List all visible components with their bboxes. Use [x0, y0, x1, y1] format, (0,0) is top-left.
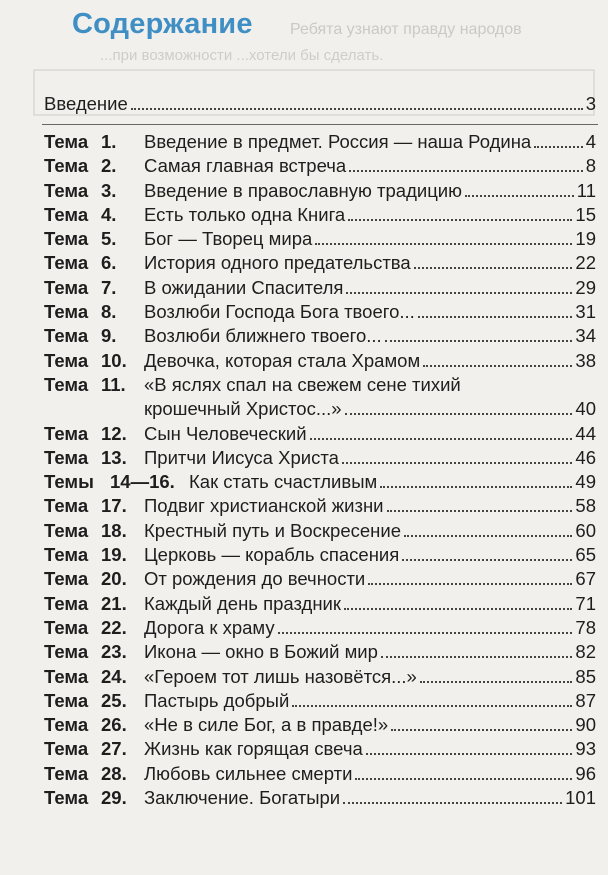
toc-row[interactable] — [44, 737, 596, 761]
topic-word: Тема — [44, 714, 89, 736]
dot-leader — [292, 705, 572, 707]
toc-row[interactable] — [44, 300, 596, 324]
dot-leader — [348, 219, 572, 221]
dot-leader — [418, 316, 573, 318]
toc-row[interactable] — [44, 616, 596, 640]
topic-title: Пастырь добрый — [144, 689, 290, 711]
page-number: 31 — [575, 301, 596, 323]
topic-title: Каждый день праздник — [144, 592, 341, 614]
topic-label — [44, 519, 144, 543]
dot-leader — [315, 243, 572, 245]
dot-leader — [420, 681, 573, 683]
topic-title: Икона — окно в Божий мир — [144, 641, 378, 663]
topic-title: Жизнь как горящая свеча — [144, 738, 363, 760]
topic-label — [44, 446, 144, 470]
topic-word: Тема — [44, 519, 89, 541]
dot-leader — [131, 108, 583, 110]
topic-label — [44, 592, 144, 616]
topic-title: Сын Человеческий — [144, 422, 307, 444]
topic-label — [44, 324, 144, 348]
topic-label — [44, 713, 144, 737]
topic-word: Тема — [44, 373, 89, 395]
toc-row[interactable] — [44, 446, 596, 470]
topic-word: Тема — [44, 349, 89, 371]
toc-row[interactable] — [44, 470, 596, 494]
page-number: 38 — [575, 349, 596, 371]
topic-title: «В яслях спал на свежем сене тихий — [144, 373, 461, 395]
page-title: Содержание — [72, 8, 253, 40]
topic-word: Тема — [44, 446, 89, 468]
toc-row[interactable] — [44, 567, 596, 591]
page-number: 44 — [575, 422, 596, 444]
topic-label — [44, 567, 144, 591]
toc-row[interactable] — [44, 689, 596, 713]
topic-word: Тема — [44, 689, 89, 711]
bleed-through-text: ...при возможности ...хотели бы сделать. — [100, 47, 384, 64]
topic-title: «Не в силе Бог, а в правде!» — [144, 714, 389, 736]
topic-title: Заключение. Богатыри — [144, 787, 341, 809]
topic-title: Есть только одна Книга — [144, 203, 346, 225]
toc-row[interactable] — [44, 203, 596, 227]
page-number: 11 — [576, 179, 596, 201]
page-number: 96 — [575, 762, 596, 784]
topic-word: Тема — [44, 179, 89, 201]
toc-row[interactable] — [44, 786, 596, 810]
dot-leader — [381, 656, 573, 658]
dot-leader — [391, 729, 572, 731]
topic-word: Тема — [44, 568, 89, 590]
topic-label — [44, 543, 144, 567]
topic-label — [44, 300, 144, 324]
dot-leader — [349, 170, 583, 172]
dot-leader — [346, 292, 572, 294]
topic-word: Тема — [44, 592, 89, 614]
page-number: 19 — [575, 228, 596, 250]
topic-title: Возлюби Господа Бога твоего... — [144, 301, 415, 323]
topic-word: Тема — [44, 228, 89, 250]
page-number: 15 — [575, 203, 596, 225]
topic-label — [44, 494, 144, 518]
topic-title: От рождения до вечности — [144, 568, 366, 590]
toc-row[interactable] — [44, 349, 596, 373]
topic-label — [44, 130, 144, 154]
page-number: 3 — [585, 93, 596, 114]
topic-word: Тема — [44, 762, 89, 784]
toc-intro-row[interactable] — [44, 93, 596, 119]
topic-word: Темы — [44, 471, 94, 493]
page-number: 40 — [575, 397, 596, 419]
topic-label — [44, 349, 144, 373]
dot-leader — [355, 778, 572, 780]
topic-word: Тема — [44, 641, 89, 663]
topic-word: Тема — [44, 616, 89, 638]
toc-row[interactable] — [44, 665, 596, 689]
topic-number: 1. — [101, 131, 117, 152]
topic-title: Притчи Иисуса Христа — [144, 446, 339, 468]
topic-number: 7. — [101, 276, 117, 298]
topic-word: Тема — [44, 155, 89, 177]
topic-title: Бог — Творец мира — [144, 228, 313, 250]
toc-row[interactable] — [44, 324, 596, 348]
topic-number: 23. — [101, 641, 127, 663]
topic-label — [44, 251, 144, 275]
bleed-through-text: Ребята узнают правду народов — [290, 21, 522, 38]
topic-number: 20. — [101, 568, 127, 590]
topic-label — [44, 737, 144, 761]
toc-row[interactable] — [44, 494, 596, 518]
dot-leader — [402, 559, 572, 561]
topic-label — [44, 665, 144, 689]
toc-row[interactable] — [44, 130, 596, 154]
topic-number: 12. — [101, 422, 127, 444]
page-number: 22 — [575, 252, 596, 274]
topic-word: Тема — [44, 203, 89, 225]
topic-number: 26. — [101, 714, 127, 736]
topic-number: 3. — [101, 179, 117, 201]
topic-number: 28. — [101, 762, 127, 784]
page-number: 4 — [585, 131, 596, 152]
page-number: 65 — [575, 544, 596, 566]
toc-row[interactable] — [44, 422, 596, 446]
page-number: 8 — [585, 155, 596, 177]
page-number: 46 — [575, 446, 596, 468]
topic-title: Самая главная встреча — [144, 155, 347, 177]
topic-label — [44, 616, 144, 640]
topic-title: Крестный путь и Воскресение — [144, 519, 401, 541]
topic-word: Тема — [44, 544, 89, 566]
topic-title: «Героем тот лишь назовётся...» — [144, 665, 417, 687]
topic-number: 25. — [101, 689, 127, 711]
topic-word: Тема — [44, 131, 89, 152]
toc-row[interactable] — [44, 251, 596, 275]
toc-row[interactable] — [44, 543, 596, 567]
topic-number: 9. — [101, 325, 117, 347]
topic-title: Церковь — корабль спасения — [144, 544, 400, 566]
topic-title: Любовь сильнее смерти — [144, 762, 353, 784]
page-number: 93 — [575, 738, 596, 760]
topic-label — [44, 640, 144, 664]
topic-number: 6. — [101, 252, 117, 274]
toc-row[interactable] — [44, 276, 596, 300]
topic-label — [44, 276, 144, 300]
intro-label: Введение — [44, 93, 128, 114]
toc-row[interactable] — [44, 227, 596, 251]
topic-title: Как стать счастливым — [189, 471, 378, 493]
toc-row[interactable] — [44, 179, 596, 203]
dot-leader — [366, 753, 573, 755]
topic-word: Тема — [44, 495, 89, 517]
topic-number: 19. — [101, 544, 127, 566]
dot-leader — [344, 608, 572, 610]
topic-word: Тема — [44, 325, 89, 347]
topic-label — [44, 179, 144, 203]
topic-word: Тема — [44, 665, 89, 687]
page-number: 49 — [575, 471, 596, 493]
dot-leader — [423, 365, 572, 367]
dot-leader — [310, 438, 573, 440]
topic-number: 4. — [101, 203, 117, 225]
topic-number: 22. — [101, 616, 127, 638]
toc-row[interactable] — [44, 713, 596, 737]
dot-leader — [387, 510, 573, 512]
topic-title: История одного предательства — [144, 252, 411, 274]
toc-row[interactable] — [44, 640, 596, 664]
page-number: 58 — [575, 495, 596, 517]
topic-word: Тема — [44, 422, 89, 444]
topic-title: Девочка, которая стала Храмом — [144, 349, 421, 371]
page-number: 85 — [575, 665, 596, 687]
topic-number: 17. — [101, 495, 127, 517]
topic-number: 24. — [101, 665, 127, 687]
topic-title: Подвиг христианской жизни — [144, 495, 384, 517]
topic-title: Введение в предмет. Россия — наша Родина — [144, 131, 532, 152]
page-number: 71 — [575, 592, 596, 614]
dot-leader — [345, 413, 573, 415]
topic-number: 8. — [101, 301, 117, 323]
topic-label — [44, 154, 144, 178]
toc-row[interactable] — [44, 592, 596, 616]
page-number: 29 — [575, 276, 596, 298]
dot-leader — [343, 802, 562, 804]
topic-label — [44, 203, 144, 227]
toc-row[interactable] — [44, 373, 596, 422]
page-number: 78 — [575, 616, 596, 638]
topic-label — [44, 373, 144, 397]
dot-leader — [342, 462, 573, 464]
topic-number: 18. — [101, 519, 127, 541]
toc-row[interactable] — [44, 762, 596, 786]
topic-title-line2: крошечный Христос...» — [144, 397, 342, 419]
topic-number: 29. — [101, 787, 127, 809]
topic-number: 27. — [101, 738, 127, 760]
dot-leader — [404, 535, 572, 537]
topic-word: Тема — [44, 276, 89, 298]
topic-title: В ожидании Спасителя — [144, 276, 344, 298]
topic-label — [44, 786, 144, 810]
topic-number: 13. — [101, 446, 127, 468]
topic-title: Дорога к храму — [144, 616, 275, 638]
page-number: 90 — [575, 714, 596, 736]
topic-label — [44, 762, 144, 786]
dot-leader — [385, 340, 573, 342]
toc-row[interactable] — [44, 519, 596, 543]
topic-label — [44, 689, 144, 713]
page-number: 60 — [575, 519, 596, 541]
page-number: 101 — [565, 787, 596, 809]
topic-word: Тема — [44, 301, 89, 323]
topic-title: Введение в православную традицию — [144, 179, 463, 201]
topic-number: 5. — [101, 228, 117, 250]
dot-leader — [414, 267, 573, 269]
topic-number: 2. — [101, 155, 117, 177]
toc-row[interactable] — [44, 154, 596, 178]
dot-leader — [368, 583, 572, 585]
dot-leader — [465, 195, 574, 197]
topic-label — [44, 227, 144, 251]
topic-number: 14—16. — [110, 471, 175, 493]
topic-number: 10. — [101, 349, 127, 371]
topic-word: Тема — [44, 787, 89, 809]
table-of-contents — [44, 130, 596, 810]
page-number: 34 — [575, 325, 596, 347]
page-number: 82 — [575, 641, 596, 663]
topic-label — [44, 422, 144, 446]
topic-number: 21. — [101, 592, 127, 614]
topic-number: 11. — [101, 373, 126, 395]
page-number: 87 — [575, 689, 596, 711]
dot-leader — [534, 146, 582, 148]
dot-leader — [278, 632, 573, 634]
page-number: 67 — [575, 568, 596, 590]
topic-word: Тема — [44, 738, 89, 760]
divider — [42, 124, 598, 125]
dot-leader — [380, 486, 572, 488]
topic-title: Возлюби ближнего твоего... — [144, 325, 382, 347]
topic-word: Тема — [44, 252, 89, 274]
topic-label — [44, 470, 189, 494]
